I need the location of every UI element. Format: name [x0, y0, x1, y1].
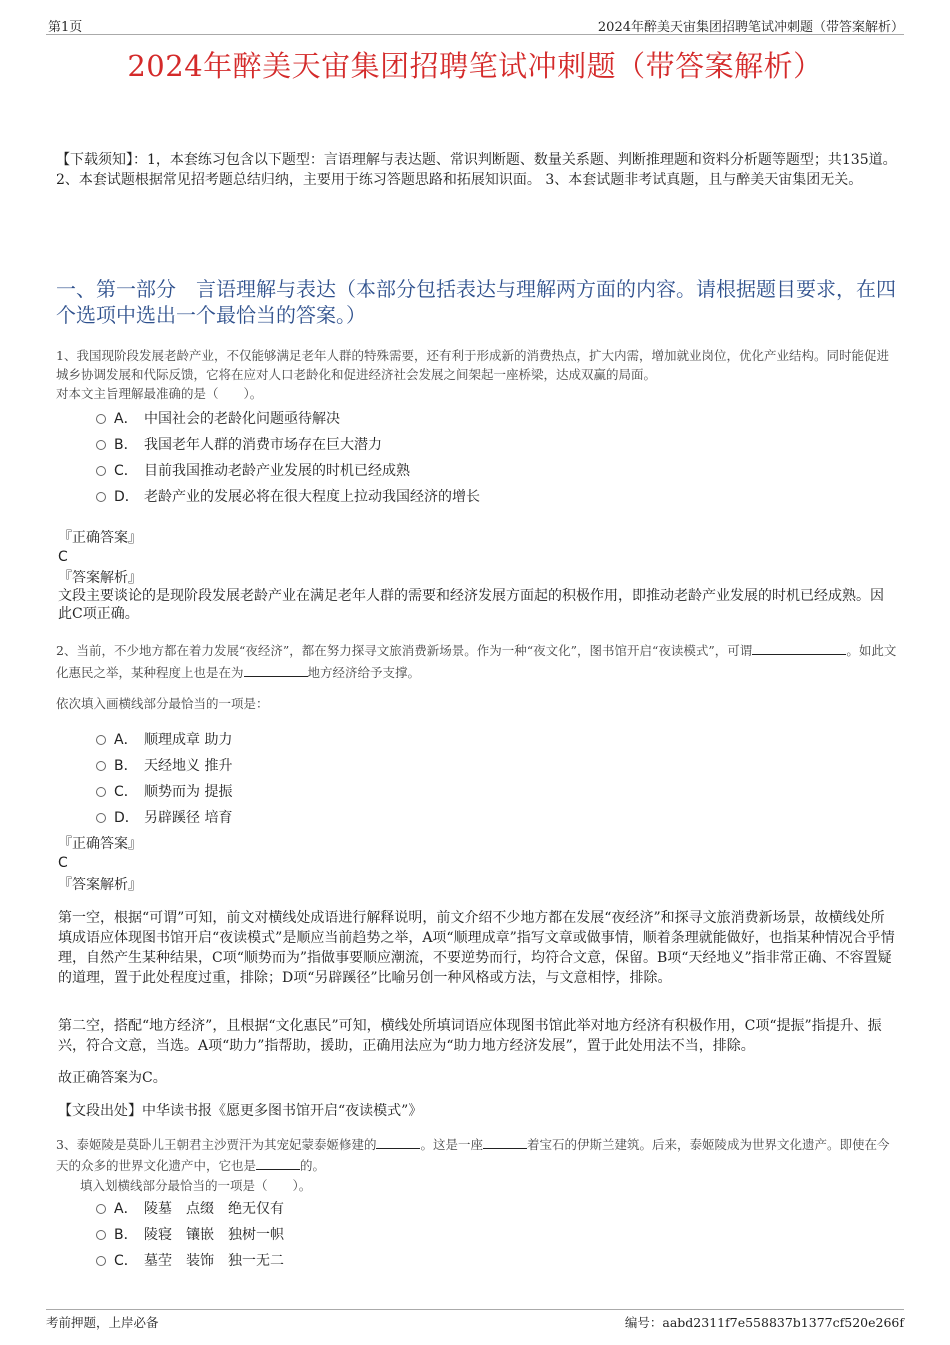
question-2-answer: C	[58, 855, 68, 871]
section-title: 一、第一部分 言语理解与表达（本部分包括表达与理解两方面的内容。请根据题目要求，在四个选项中选出一个最恰当的答案。）	[56, 277, 896, 327]
question-1-option-d[interactable]: D． 老龄产业的发展必将在很大程度上拉动我国经济的增长	[96, 488, 480, 506]
question-1-analysis: 文段主要谈论的是现阶段发展老龄产业在满足老年人群的需要和经济发展方面起的积极作用，即推动老龄产业发展的时机已经成熟。因此C项正确。	[58, 588, 884, 622]
page-number: 第1页	[48, 20, 83, 35]
question-3-stem: 3、泰姬陵是莫卧儿王朝君主沙贾汗为其宠妃蒙泰姬修建的 。这是一座 着宝石的伊斯兰建筑。后来，泰姬陵成为世界文化遗产。即使在今天的众多的世界文化遗产中，它也是 的。	[56, 1137, 890, 1173]
question-1-ask: 对本文主旨理解最准确的是（ ）。	[56, 386, 263, 401]
radio-icon[interactable]	[96, 1256, 106, 1266]
question-1-stem: 1、我国现阶段发展老龄产业，不仅能够满足老年人群的特殊需要，还有利于形成新的消费热点，扩大内需，增加就业岗位，优化产业结构。同时能促进城乡协调发展和代际反馈，它将在应对人口老龄化和促进经济社会发展之间架起一座桥梁，达成双赢的局面。	[56, 348, 889, 382]
header-doc-title: 2024年醉美天宙集团招聘笔试冲刺题（带答案解析）	[597, 20, 904, 35]
radio-icon[interactable]	[96, 492, 106, 502]
question-3-option-a[interactable]: A． 陵墓 点缀 绝无仅有	[96, 1200, 284, 1218]
question-2-option-a[interactable]: A． 顺理成章 助力	[96, 731, 232, 749]
radio-icon[interactable]	[96, 787, 106, 797]
fill-blank	[256, 1157, 300, 1170]
fill-blank	[376, 1136, 420, 1149]
question-3-option-c[interactable]: C． 墓茔 装饰 独一无二	[96, 1252, 284, 1270]
page-title: 2024年醉美天宙集团招聘笔试冲刺题（带答案解析）	[127, 49, 823, 83]
question-2-option-d[interactable]: D． 另辟蹊径 培育	[96, 809, 232, 827]
question-1-option-a[interactable]: A． 中国社会的老龄化问题亟待解决	[96, 410, 340, 428]
question-2-option-c[interactable]: C． 顺势而为 提振	[96, 783, 232, 801]
radio-icon[interactable]	[96, 1230, 106, 1240]
question-3-option-b[interactable]: B． 陵寝 镶嵌 独树一帜	[96, 1226, 284, 1244]
radio-icon[interactable]	[96, 761, 106, 771]
download-notice: 【下载须知】：1，本套练习包含以下题型：言语理解与表达题、常识判断题、数量关系题、判断推理题和资料分析题等题型；共135道。 2、本套试题根据常见招考题总结归纳，主要用于练习答题思路和拓展知识面。 3、本套试题非考试真题，且与醉美天宙集团无关。	[56, 152, 897, 188]
question-2-option-b[interactable]: B． 天经地义 推升	[96, 757, 232, 775]
fill-blank	[244, 664, 308, 677]
footer-slogan: 考前押题，上岸必备	[46, 1315, 159, 1330]
radio-icon[interactable]	[96, 813, 106, 823]
question-3-ask: 填入划横线部分最恰当的一项是（ ）。	[80, 1178, 312, 1193]
question-2-analysis-label: 『答案解析』	[58, 877, 142, 893]
question-2-analysis-paragraph-2: 第二空，搭配“地方经济”，且根据“文化惠民”可知，横线处所填词语应体现图书馆此举对地方经济有积极作用，C项“提振”指提升、振兴，符合文意，当选。A项“助力”指帮助，援助，正确用法应为“助力地方经济发展”，置于此处用法不当，排除。	[58, 1018, 882, 1054]
radio-icon[interactable]	[96, 1204, 106, 1214]
question-1-answer: C	[58, 549, 68, 565]
radio-icon[interactable]	[96, 414, 106, 424]
header-divider	[46, 34, 904, 35]
footer-document-id: 编号：aabd2311f7e558837b1377cf520e266f	[624, 1315, 904, 1330]
question-2-conclusion: 故正确答案为C。	[58, 1070, 167, 1086]
question-2-source: 【文段出处】中华读书报《愿更多图书馆开启“夜读模式”》	[58, 1103, 423, 1119]
question-1-analysis-label: 『答案解析』	[58, 570, 142, 586]
radio-icon[interactable]	[96, 735, 106, 745]
question-1-option-b[interactable]: B． 我国老年人群的消费市场存在巨大潜力	[96, 436, 382, 454]
fill-blank	[752, 642, 846, 655]
radio-icon[interactable]	[96, 466, 106, 476]
footer-divider	[46, 1309, 904, 1310]
question-2-answer-label: 『正确答案』	[58, 836, 142, 852]
radio-icon[interactable]	[96, 440, 106, 450]
question-1-answer-label: 『正确答案』	[58, 530, 142, 546]
question-2-stem: 2、当前，不少地方都在着力发展“夜经济”，都在努力探寻文旅消费新场景。作为一种“夜文化”，图书馆开启“夜读模式”，可谓 。如此文化惠民之举，某种程度上也是在为 地方经济给予支撑。	[56, 643, 897, 680]
question-2-ask: 依次填入画横线部分最恰当的一项是：	[56, 696, 269, 711]
question-2-analysis-paragraph-1: 第一空，根据“可谓”可知，前文对横线处成语进行解释说明，前文介绍不少地方都在发展“夜经济”和探寻文旅消费新场景，故横线处所填成语应体现图书馆开启“夜读模式”是顺应当前趋势之举，A项“顺理成章”指写文章或做事情，顺着条理就能做好，也指某种情况合乎情理，自然产生某种结果，C项“顺势而为”指做事要顺应潮流，不要逆势而行，均符合文意，保留。B项“天经地义”指非常正确、不容置疑的道理，置于此处程度过重，排除；D项“另辟蹊径”比喻另创一种风格或方法，与文意相悖，排除。	[58, 910, 895, 986]
fill-blank	[483, 1136, 527, 1149]
question-1-option-c[interactable]: C． 目前我国推动老龄产业发展的时机已经成熟	[96, 462, 410, 480]
